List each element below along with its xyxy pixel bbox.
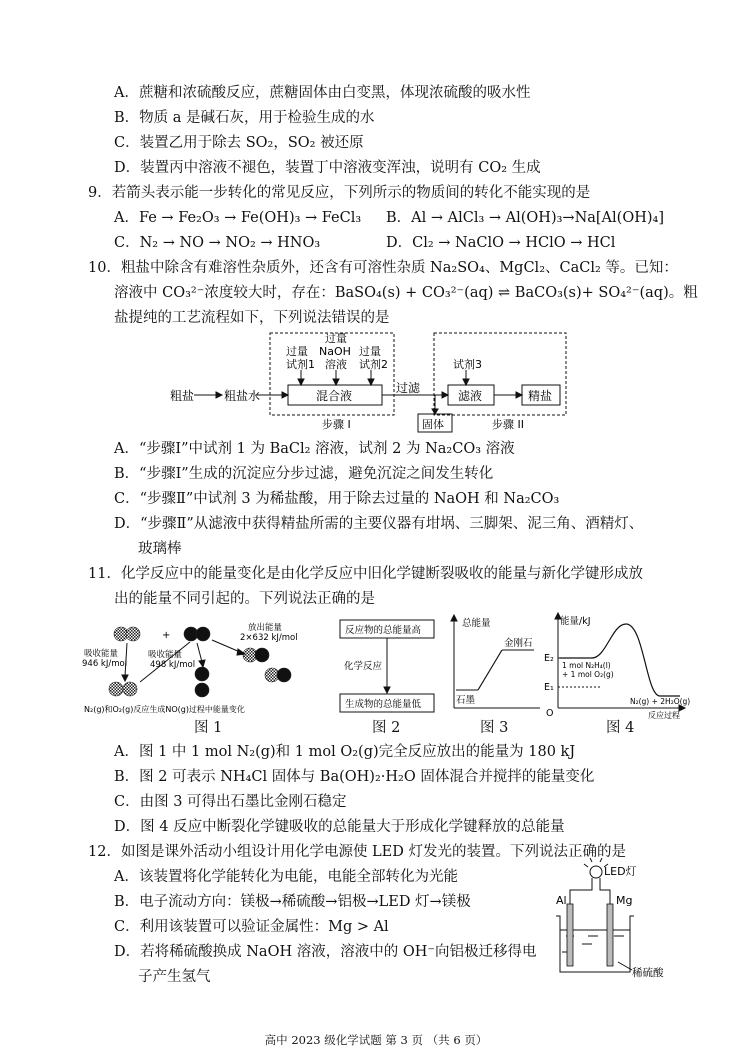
q11-option-d: D．图 4 反应中断裂化学键吸收的总能量大于形成化学键释放的总能量	[114, 819, 565, 835]
q9-option-d: D．Cl₂ → NaClO → HClO → HCl	[386, 235, 616, 251]
reagent1-line2: 试剂1	[286, 358, 315, 371]
mg-electrode-label: Mg	[616, 894, 633, 907]
q11-figure-3	[446, 612, 546, 718]
step1-label: 步骤 I	[322, 418, 351, 431]
figure-3-caption: 图 3	[480, 720, 509, 736]
q11-stem-line2: 出的能量不同引起的。下列说法正确的是	[114, 591, 375, 607]
q8-option-c: C．装置乙用于除去 SO₂，SO₂ 被还原	[114, 135, 364, 151]
naoh-line2: NaOH	[319, 345, 351, 358]
fig4-ylabel: 能量/kJ	[560, 616, 591, 627]
fig3-diamond-label: 金刚石	[504, 638, 533, 649]
fig4-e1-label: E₁	[544, 682, 554, 693]
fine-salt-label: 精盐	[528, 389, 553, 403]
filter-label: 过滤	[396, 381, 421, 395]
q10-option-b: B．“步骤Ⅰ”生成的沉淀应分步过滤，避免沉淀之间发生转化	[114, 466, 494, 482]
crude-salt-label: 粗盐	[170, 389, 195, 403]
q11-figure-1	[80, 612, 320, 718]
fig4-reactant-line1: 1 mol N₂H₄(l)	[562, 661, 611, 670]
q10-option-d-line1: D．“步骤Ⅱ”从滤液中获得精盐所需的主要仪器有坩埚、三脚架、泥三角、酒精灯、	[114, 516, 644, 532]
fig4-product-label: N₂(g) + 2H₂O(g)	[630, 697, 690, 706]
fig3-ylabel: 总能量	[462, 618, 491, 629]
q12-option-b: B．电子流动方向：镁极→稀硫酸→铝极→LED 灯→镁极	[114, 894, 471, 910]
q12-apparatus	[552, 858, 682, 986]
q10-option-c: C．“步骤Ⅱ”中试剂 3 为稀盐酸，用于除去过量的 NaOH 和 Na₂CO₃	[114, 491, 560, 507]
solid-label: 固体	[422, 418, 444, 431]
q12-option-a: A．该装置将化学能转化为电能，电能全部转化为光能	[114, 869, 458, 885]
q10-stem-line1: 10．粗盐中除含有难溶性杂质外，还含有可溶性杂质 Na₂SO₄、MgCl₂、CaCl₂ 等。已知：	[88, 260, 678, 276]
fig4-xlabel: 反应过程	[648, 711, 680, 720]
mix-label: 混合液	[316, 389, 353, 403]
naoh-line3: 溶液	[325, 358, 347, 371]
q12-option-c: C．利用该装置可以验证金属性：Mg > Al	[114, 919, 389, 935]
q11-option-c: C．由图 3 可得出石墨比金刚石稳定	[114, 794, 347, 810]
q8-option-d: D．装置丙中溶液不褪色，装置丁中溶液变浑浊，说明有 CO₂ 生成	[114, 160, 541, 176]
fig1-absorb1-line1: 吸收能量	[84, 649, 119, 659]
fig1-absorb2-line2: 498 kJ/mol	[150, 660, 196, 670]
reagent3-label: 试剂3	[453, 358, 482, 371]
fig4-e2-label: E₂	[544, 653, 554, 664]
q9-stem: 9．若箭头表示能一步转化的常见反应，下列所示的物质间的转化不能实现的是	[88, 185, 591, 201]
q9-option-a: A．Fe → Fe₂O₃ → Fe(OH)₃ → FeCl₃	[114, 210, 362, 226]
fig3-graphite-label: 石墨	[456, 695, 476, 706]
figure-2-caption: 图 2	[372, 720, 401, 736]
brine-label: 粗盐水	[224, 389, 261, 403]
q11-stem-line1: 11．化学反应中的能量变化是由化学反应中旧化学键断裂吸收的能量与新化学键形成放	[88, 566, 643, 582]
q11-option-b: B．图 2 可表示 NH₄Cl 固体与 Ba(OH)₂·H₂O 固体混合并搅拌的能量变化	[114, 769, 595, 785]
fig1-release-line2: 2×632 kJ/mol	[240, 633, 298, 643]
filtrate-label: 滤液	[458, 389, 483, 403]
fig2-bottom-label: 生成物的总能量低	[345, 699, 422, 710]
q9-option-b: B．Al → AlCl₃ → Al(OH)₃→Na[Al(OH)₄]	[386, 210, 664, 226]
q11-option-a: A．图 1 中 1 mol N₂(g)和 1 mol O₂(g)完全反应放出的能量为 180 kJ	[114, 744, 576, 760]
fig2-top-label: 反应物的总能量高	[345, 625, 422, 636]
q10-option-a: A．“步骤Ⅰ”中试剂 1 为 BaCl₂ 溶液，试剂 2 为 Na₂CO₃ 溶液	[114, 441, 515, 457]
fig1-caption: N₂(g)和O₂(g)反应生成NO(g)过程中能量变化	[84, 705, 245, 714]
step2-label: 步骤 II	[492, 418, 524, 431]
q10-stem-line3: 盐提纯的工艺流程如下，下列说法错误的是	[114, 310, 390, 326]
q12-option-d-line1: D．若将稀硫酸换成 NaOH 溶液，溶液中的 OH⁻向铝极迁移得电	[114, 944, 537, 960]
fig1-plus: +	[162, 630, 171, 641]
acid-label: 稀硫酸	[632, 967, 664, 979]
fig4-origin-label: O	[546, 708, 554, 719]
figure-4-caption: 图 4	[606, 720, 635, 736]
page-footer: 高中 2023 级化学试题 第 3 页 （共 6 页）	[264, 1033, 488, 1047]
q10-flow-diagram	[170, 330, 580, 434]
reagent2-line1: 过量	[359, 345, 381, 358]
q10-option-d-line2: 玻璃棒	[138, 541, 182, 557]
q8-option-a: A．蔗糖和浓硫酸反应，蔗糖固体由白变黑，体现浓硫酸的吸水性	[114, 85, 531, 101]
q8-option-b: B．物质 a 是碱石灰，用于检验生成的水	[114, 110, 375, 126]
fig1-release-line1: 放出能量	[248, 623, 283, 633]
figure-1-caption: 图 1	[194, 720, 223, 736]
fig1-absorb2-line1: 吸收能量	[148, 650, 183, 660]
al-electrode-label: Al	[556, 894, 567, 907]
naoh-line1: 过量	[325, 332, 347, 345]
q12-option-d-line2: 子产生氢气	[138, 969, 211, 985]
reagent2-line2: 试剂2	[359, 358, 388, 371]
q10-stem-line2: 溶液中 CO₃²⁻浓度较大时，存在：BaSO₄(s) + CO₃²⁻(aq) ⇌ BaCO₃(s)+ SO₄²⁻(aq)。粗	[114, 285, 698, 301]
q11-figure-2	[332, 614, 442, 718]
led-label: LED灯	[604, 865, 637, 878]
fig1-absorb1-line2: 946 kJ/mol	[82, 659, 128, 669]
fig4-reactant-line2: + 1 mol O₂(g)	[562, 670, 614, 679]
fig2-mid-label: 化学反应	[344, 661, 383, 672]
q9-option-c: C．N₂ → NO → NO₂ → HNO₃	[114, 235, 321, 251]
q11-figure-4	[540, 610, 690, 722]
q12-stem: 12．如图是课外活动小组设计用化学电源使 LED 灯发光的装置。下列说法正确的是	[88, 844, 627, 860]
reagent1-line1: 过量	[286, 345, 308, 358]
